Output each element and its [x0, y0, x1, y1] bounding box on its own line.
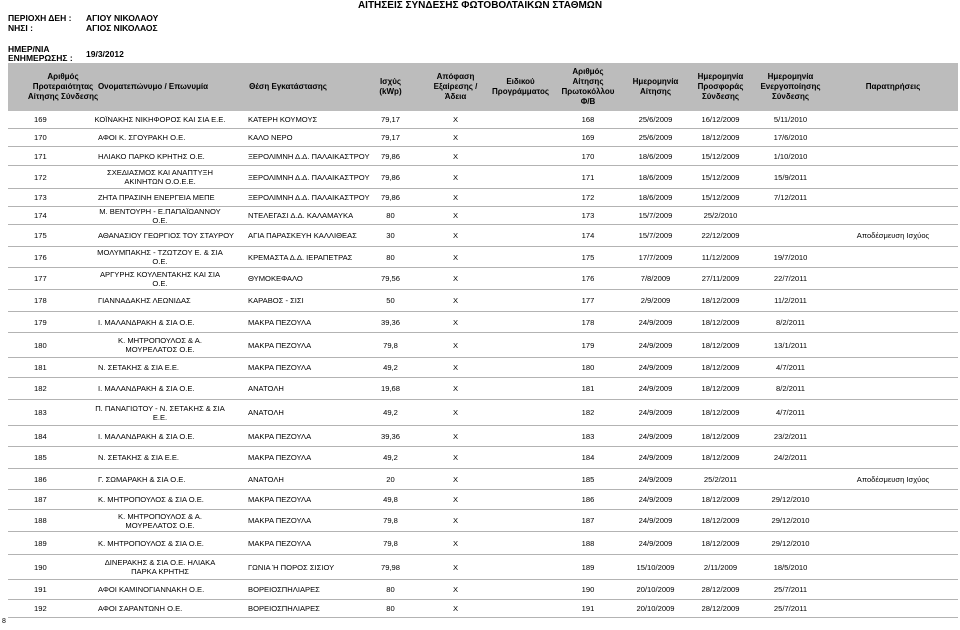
cell-date-offer: 18/12/2009 [701, 340, 740, 350]
cell-location: ΞΕΡΟΛΙΜΝΗ Δ.Δ. ΠΑΛΑΙΚΑΣΤΡΟΥ [248, 172, 370, 182]
cell-protocol: 178 [581, 317, 595, 327]
cell-name: Ι. ΜΑΛΑΝΔΡΑΚΗ & ΣΙΑ Ο.Ε. [98, 317, 195, 327]
cell-location: ΚΑΛΟ ΝΕΡΟ [248, 133, 293, 142]
date-label-1: ΗΜΕΡ/ΝΙΑ [8, 44, 50, 54]
cell-date-activation: 29/12/2010 [771, 538, 810, 548]
cell-power: 79,8 [383, 516, 398, 525]
cell-remarks [828, 426, 958, 446]
cell-remarks [828, 312, 958, 332]
table-row [8, 290, 958, 312]
cell-power: 49,2 [383, 453, 398, 462]
cell-no: 180 [34, 340, 47, 350]
cell-date-activation: 13/1/2011 [773, 340, 808, 350]
cell-remarks [828, 555, 958, 579]
cell-name: Μ. ΒΕΝΤΟΥΡΗ - Ε.ΠΑΠΑΪΩΑΝΝΟΥ Ο.Ε. [99, 206, 221, 225]
cell-decision: X [452, 274, 459, 283]
cell-decision: X [452, 408, 459, 417]
cell-date-offer: 16/12/2009 [701, 115, 740, 124]
cell-date-offer: 18/12/2009 [701, 133, 740, 142]
cell-location: ΜΑΚΡΑ ΠΕΖΟΥΛΑ [248, 317, 312, 327]
cell-power: 49,2 [383, 408, 398, 417]
cell-date-activation: 25/7/2011 [773, 604, 808, 613]
cell-date-app: 24/9/2009 [638, 317, 673, 327]
cell-name: Γ. ΣΩΜΑΡΑΚΗ & ΣΙΑ Ο.Ε. [98, 474, 186, 484]
cell-no: 173 [34, 193, 47, 202]
cell-power: 79,8 [383, 340, 398, 350]
cell-power: 19,68 [380, 384, 400, 393]
region-label: ΠΕΡΙΟΧΗ ΔΕΗ : [8, 13, 72, 23]
cell-date-offer: 15/12/2009 [701, 151, 740, 161]
cell-name: ΑΡΓΥΡΗΣ ΚΟΥΛΕΝΤΑΚΗΣ ΚΑΙ ΣΙΑ Ο.Ε. [99, 269, 221, 288]
cell-date-activation: 18/5/2010 [773, 562, 808, 572]
cell-power: 79,98 [380, 562, 400, 572]
cell-name: Κ. ΜΗΤΡΟΠΟΥΛΟΣ & Α. ΜΟΥΡΕΛΑΤΟΣ Ο.Ε. [118, 336, 202, 354]
cell-date-offer: 18/12/2009 [701, 408, 740, 417]
cell-protocol: 185 [581, 474, 595, 484]
cell-date-app: 24/9/2009 [638, 408, 673, 417]
header-priority: Αριθμός Προτεραιότητας Αίτησης Σύνδεσης [27, 72, 99, 101]
cell-decision: X [452, 211, 459, 220]
cell-protocol: 184 [581, 453, 595, 462]
cell-no: 182 [34, 384, 47, 393]
cell-remarks [828, 147, 958, 165]
cell-date-offer: 25/2/2010 [703, 211, 738, 220]
cell-date-app: 18/6/2009 [638, 172, 673, 182]
cell-name: ΑΦΟΙ ΣΑΡΑΝΤΩΝΗ Ο.Ε. [98, 604, 183, 613]
cell-power: 39,36 [380, 431, 400, 441]
cell-location: ΜΑΚΡΑ ΠΕΖΟΥΛΑ [248, 538, 312, 548]
cell-location: ΚΑΤΕΡΗ ΚΟΥΜΟΥΣ [248, 115, 318, 124]
island-label: ΝΗΣΙ : [8, 23, 33, 33]
cell-decision: X [452, 193, 459, 202]
cell-decision: X [452, 474, 459, 484]
cell-power: 49,8 [383, 495, 398, 504]
header-date-app: Ημερομηνία Αίτησης [632, 77, 679, 96]
cell-date-offer: 18/12/2009 [701, 516, 740, 525]
header-decision: Απόφαση Εξαίρεσης / Άδεια [433, 72, 478, 101]
cell-decision: X [452, 363, 459, 372]
cell-decision: X [452, 296, 459, 305]
table-row [8, 166, 958, 189]
cell-date-app: 24/9/2009 [638, 453, 673, 462]
cell-no: 175 [34, 231, 47, 240]
table-row [8, 426, 958, 447]
cell-no: 188 [34, 516, 47, 525]
date-value: 19/3/2012 [86, 49, 124, 59]
cell-name: ΣΧΕΔΙΑΣΜΟΣ ΚΑΙ ΑΝΑΠΤΥΞΗ ΑΚΙΝΗΤΩΝ Ο.Ο.Ε.Ε. [107, 168, 213, 186]
cell-date-activation: 24/2/2011 [773, 453, 808, 462]
cell-date-activation [753, 207, 828, 224]
cell-location: ΘΥΜΟΚΕΦΑΛΟ [248, 274, 303, 283]
cell-remarks [828, 268, 958, 289]
table-row [8, 510, 958, 532]
cell-date-offer: 18/12/2009 [701, 431, 740, 441]
cell-remarks: Αποδέσμευση Ισχύος [856, 474, 930, 484]
table-row [8, 580, 958, 600]
cell-date-activation: 29/12/2010 [771, 495, 810, 504]
cell-protocol: 188 [581, 538, 595, 548]
cell-date-offer: 15/12/2009 [701, 193, 740, 202]
cell-no: 176 [34, 252, 47, 262]
cell-decision: X [452, 115, 459, 124]
cell-decision: X [452, 172, 459, 182]
cell-location: ΒΟΡΕΙΟΣΠΗΛΙΑΡΕΣ [248, 604, 320, 613]
cell-no: 178 [34, 296, 47, 305]
cell-power: 80 [386, 211, 395, 220]
cell-name: Ι. ΜΑΛΑΝΔΡΑΚΗ & ΣΙΑ Ο.Ε. [98, 431, 195, 441]
cell-decision: X [452, 431, 459, 441]
table-row [8, 469, 958, 490]
cell-date-offer: 18/12/2009 [701, 296, 740, 305]
cell-remarks [828, 290, 958, 311]
table-row [8, 400, 958, 426]
cell-decision: X [452, 516, 459, 525]
table-row [8, 129, 958, 147]
cell-date-app: 18/6/2009 [638, 151, 673, 161]
cell-protocol: 189 [581, 562, 595, 572]
cell-date-offer: 22/12/2009 [701, 231, 740, 240]
cell-date-app: 24/9/2009 [638, 363, 673, 372]
cell-remarks [828, 129, 958, 146]
cell-name: Ν. ΣΕΤΑΚΗΣ & ΣΙΑ Ε.Ε. [98, 453, 180, 462]
cell-date-activation: 23/2/2011 [773, 431, 808, 441]
cell-date-offer: 18/12/2009 [701, 453, 740, 462]
cell-location: ΜΑΚΡΑ ΠΕΖΟΥΛΑ [248, 495, 312, 504]
cell-protocol: 173 [581, 211, 595, 220]
cell-date-app: 20/10/2009 [636, 604, 675, 613]
cell-power: 79,86 [380, 151, 400, 161]
cell-date-offer: 28/12/2009 [701, 604, 740, 613]
cell-protocol: 172 [581, 193, 595, 202]
cell-protocol: 177 [581, 296, 595, 305]
table-header [8, 63, 958, 111]
cell-no: 185 [34, 453, 47, 462]
cell-remarks [828, 580, 958, 599]
cell-date-app: 7/8/2009 [640, 274, 671, 283]
cell-date-activation: 7/12/2011 [773, 193, 808, 202]
cell-no: 186 [34, 474, 47, 484]
cell-date-app: 24/9/2009 [638, 516, 673, 525]
cell-remarks [828, 247, 958, 267]
cell-location: ΜΑΚΡΑ ΠΕΖΟΥΛΑ [248, 340, 312, 350]
table-row [8, 225, 958, 247]
cell-date-activation [753, 225, 828, 246]
cell-power: 79,86 [380, 172, 400, 182]
cell-name: ΓΙΑΝΝΑΔΑΚΗΣ ΛΕΩΝΙΔΑΣ [98, 296, 191, 305]
cell-location: ΜΑΚΡΑ ΠΕΖΟΥΛΑ [248, 453, 312, 462]
cell-date-activation: 1/10/2010 [773, 151, 808, 161]
cell-name: ΔΙΝΕΡΑΚΗΣ & ΣΙΑ Ο.Ε. ΗΛΙΑΚΑ ΠΑΡΚΑ ΚΡΗΤΗΣ [104, 558, 216, 576]
cell-decision: X [452, 604, 459, 613]
cell-date-activation: 5/11/2010 [773, 115, 808, 124]
cell-no: 177 [34, 274, 47, 283]
cell-no: 170 [34, 133, 47, 142]
cell-protocol: 190 [581, 585, 595, 594]
table-row [8, 312, 958, 333]
cell-decision: X [452, 231, 459, 240]
cell-remarks [828, 447, 958, 468]
cell-decision: X [452, 585, 459, 594]
cell-location: ΑΝΑΤΟΛΗ [248, 408, 284, 417]
cell-location: ΑΓΙΑ ΠΑΡΑΣΚΕΥΗ ΚΑΛΛΙΘΕΑΣ [248, 231, 357, 240]
cell-date-app: 15/10/2009 [636, 562, 675, 572]
cell-protocol: 169 [581, 133, 595, 142]
cell-date-app: 2/9/2009 [640, 296, 671, 305]
cell-date-app: 24/9/2009 [638, 474, 673, 484]
cell-decision: X [452, 495, 459, 504]
cell-power: 20 [386, 474, 395, 484]
table-row [8, 147, 958, 166]
cell-date-app: 20/10/2009 [636, 585, 675, 594]
cell-name: Κ. ΜΗΤΡΟΠΟΥΛΟΣ & Α. ΜΟΥΡΕΛΑΤΟΣ Ο.Ε. [118, 511, 202, 530]
cell-protocol: 170 [581, 151, 595, 161]
cell-remarks [828, 166, 958, 188]
table-row [8, 358, 958, 378]
header-power: Ισχύς (kWp) [379, 77, 402, 96]
cell-decision: X [452, 562, 459, 572]
cell-date-offer: 25/2/2011 [703, 474, 738, 484]
cell-protocol: 186 [581, 495, 595, 504]
header-name: Ονοματεπώνυμο / Επωνυμία [97, 82, 209, 91]
cell-name: Ι. ΜΑΛΑΝΔΡΑΚΗ & ΣΙΑ Ο.Ε. [98, 384, 195, 393]
cell-date-offer: 18/12/2009 [701, 384, 740, 393]
cell-date-app: 24/9/2009 [638, 384, 673, 393]
table-row [8, 111, 958, 129]
cell-date-offer: 28/12/2009 [701, 585, 740, 594]
cell-no: 190 [34, 562, 47, 572]
cell-power: 79,56 [380, 274, 400, 283]
cell-remarks [828, 532, 958, 554]
cell-date-activation: 17/6/2010 [773, 133, 808, 142]
cell-location: ΜΑΚΡΑ ΠΕΖΟΥΛΑ [248, 431, 312, 441]
cell-name: ΚΟΪΝΑΚΗΣ ΝΙΚΗΦΟΡΟΣ ΚΑΙ ΣΙΑ Ε.Ε. [94, 115, 226, 124]
cell-no: 187 [34, 495, 47, 504]
cell-date-activation: 8/2/2011 [776, 384, 805, 393]
table-row [8, 600, 958, 618]
cell-date-activation [753, 469, 828, 489]
cell-protocol: 168 [581, 115, 595, 124]
cell-protocol: 181 [581, 384, 595, 393]
cell-date-app: 24/9/2009 [638, 538, 673, 548]
cell-power: 79,86 [380, 193, 400, 202]
cell-date-activation: 19/7/2010 [773, 252, 808, 262]
cell-no: 179 [34, 317, 47, 327]
cell-date-offer: 18/12/2009 [701, 495, 740, 504]
cell-date-app: 15/7/2009 [638, 231, 673, 240]
cell-location: ΞΕΡΟΛΙΜΝΗ Δ.Δ. ΠΑΛΑΙΚΑΣΤΡΟΥ [248, 193, 370, 202]
cell-protocol: 174 [581, 231, 595, 240]
cell-decision: X [452, 538, 459, 548]
cell-date-activation: 4/7/2011 [776, 408, 805, 417]
cell-protocol: 187 [581, 516, 595, 525]
cell-date-activation: 4/7/2011 [776, 363, 805, 372]
cell-date-app: 25/6/2009 [638, 115, 673, 124]
cell-power: 39,36 [380, 317, 400, 327]
cell-decision: X [452, 317, 459, 327]
cell-name: ΑΦΟΙ Κ. ΣΓΟΥΡΑΚΗ Ο.Ε. [98, 133, 186, 142]
cell-name: ΑΘΑΝΑΣΙΟΥ ΓΕΩΡΓΙΟΣ ΤΟΥ ΣΤΑΥΡΟΥ [98, 231, 234, 240]
cell-date-offer: 18/12/2009 [701, 538, 740, 548]
cell-power: 79,8 [383, 538, 398, 548]
cell-power: 80 [386, 585, 395, 594]
cell-name: ΗΛΙΑΚΟ ΠΑΡΚΟ ΚΡΗΤΗΣ Ο.Ε. [98, 151, 205, 161]
cell-name: ΖΗΤΑ ΠΡΑΣΙΝΗ ΕΝΕΡΓΕΙΑ ΜΕΠΕ [98, 193, 215, 202]
cell-date-app: 24/9/2009 [638, 431, 673, 441]
cell-decision: X [452, 453, 459, 462]
cell-power: 30 [386, 231, 395, 240]
cell-remarks [828, 358, 958, 377]
cell-no: 192 [34, 604, 47, 613]
table-row [8, 447, 958, 469]
cell-location: ΑΝΑΤΟΛΗ [248, 384, 284, 393]
cell-protocol: 176 [581, 274, 595, 283]
cell-location: ΒΟΡΕΙΟΣΠΗΛΙΑΡΕΣ [248, 585, 320, 594]
cell-protocol: 175 [581, 252, 595, 262]
header-date-offer: Ημερομηνία Προσφοράς Σύνδεσης [697, 72, 744, 101]
cell-protocol: 182 [581, 408, 595, 417]
cell-no: 191 [34, 585, 47, 594]
cell-power: 50 [386, 296, 395, 305]
cell-date-app: 18/6/2009 [638, 193, 673, 202]
header-protocol: Αριθμός Αίτησης Πρωτοκόλλου Φ/Β [561, 67, 615, 106]
header-remarks: Παρατηρήσεις [865, 82, 921, 91]
header-program: Ειδικού Προγράμματος [491, 77, 550, 96]
cell-date-offer: 11/12/2009 [701, 252, 740, 262]
cell-date-offer: 2/11/2009 [703, 562, 738, 572]
cell-remarks [828, 600, 958, 617]
table-row [8, 555, 958, 580]
cell-decision: X [452, 340, 459, 350]
date-label-2: ΕΝΗΜΕΡΩΣΗΣ : [8, 53, 73, 63]
cell-no: 174 [34, 211, 47, 220]
cell-date-activation: 22/7/2011 [773, 274, 808, 283]
table-row [8, 207, 958, 225]
cell-name: Π. ΠΑΝΑΓΙΩΤΟΥ - Ν. ΣΕΤΑΚΗΣ & ΣΙΑ Ε.Ε. [95, 403, 225, 422]
island-value: ΑΓΙΟΣ ΝΙΚΟΛΑΟΣ [86, 23, 158, 33]
cell-remarks [828, 189, 958, 206]
cell-location: ΞΕΡΟΛΙΜΝΗ Δ.Δ. ΠΑΛΑΙΚΑΣΤΡΟΥ [248, 151, 370, 161]
cell-location: ΓΩΝΙΑ Ή ΠΟΡΟΣ ΣΙΣΙΟΥ [248, 562, 335, 572]
cell-location: ΝΤΕΛΕΓΑΣΙ Δ.Δ. ΚΑΛΑΜΑΥΚΑ [248, 211, 354, 220]
cell-protocol: 191 [581, 604, 595, 613]
cell-name: ΜΟΛΥΜΠΑΚΗΣ - ΤΖΩΤΖΟΥ Ε. & ΣΙΑ Ο.Ε. [97, 248, 223, 266]
cell-name: Ν. ΣΕΤΑΚΗΣ & ΣΙΑ Ε.Ε. [98, 363, 180, 372]
cell-no: 189 [34, 538, 47, 548]
cell-protocol: 180 [581, 363, 595, 372]
header-location: Θέση Εγκατάστασης [249, 82, 327, 91]
cell-no: 184 [34, 431, 47, 441]
cell-decision: X [452, 252, 459, 262]
cell-date-app: 25/6/2009 [638, 133, 673, 142]
table-row [8, 268, 958, 290]
cell-name: ΑΦΟΙ ΚΑΜΙΝΟΓΙΑΝΝΑΚΗ Ο.Ε. [98, 585, 205, 594]
cell-date-offer: 27/11/2009 [701, 274, 740, 283]
table-row [8, 532, 958, 555]
cell-protocol: 179 [581, 340, 595, 350]
cell-name: Κ. ΜΗΤΡΟΠΟΥΛΟΣ & ΣΙΑ Ο.Ε. [98, 538, 204, 548]
cell-remarks [828, 378, 958, 399]
cell-date-activation: 25/7/2011 [773, 585, 808, 594]
table-row [8, 247, 958, 268]
cell-no: 181 [34, 363, 47, 372]
cell-no: 183 [34, 408, 47, 417]
cell-power: 80 [386, 252, 395, 262]
page-number: 8 [2, 618, 6, 625]
cell-date-app: 17/7/2009 [638, 252, 673, 262]
cell-power: 49,2 [383, 363, 398, 372]
cell-power: 79,17 [380, 115, 400, 124]
cell-date-activation: 8/2/2011 [776, 317, 805, 327]
cell-remarks [828, 333, 958, 357]
cell-remarks [828, 400, 958, 425]
cell-protocol: 171 [581, 172, 595, 182]
cell-remarks [828, 490, 958, 509]
cell-name: Κ. ΜΗΤΡΟΠΟΥΛΟΣ & ΣΙΑ Ο.Ε. [98, 495, 204, 504]
cell-remarks: Αποδέσμευση Ισχύος [856, 231, 930, 240]
cell-decision: X [452, 133, 459, 142]
region-value: ΑΓΙΟΥ ΝΙΚΟΛΑΟΥ [86, 13, 159, 23]
table-row [8, 378, 958, 400]
cell-date-app: 24/9/2009 [638, 340, 673, 350]
cell-date-app: 24/9/2009 [638, 495, 673, 504]
header-date-activation: Ημερομηνία Ενεργοποίησης Σύνδεσης [760, 72, 821, 101]
cell-remarks [828, 111, 958, 128]
cell-date-app: 15/7/2009 [638, 211, 673, 220]
cell-power: 80 [386, 604, 395, 613]
cell-power: 79,17 [380, 133, 400, 142]
cell-date-offer: 18/12/2009 [701, 363, 740, 372]
cell-date-offer: 18/12/2009 [701, 317, 740, 327]
cell-decision: X [452, 151, 459, 161]
cell-remarks [828, 207, 958, 224]
cell-no: 172 [34, 172, 47, 182]
page-title: ΑΙΤΗΣΕΙΣ ΣΥΝΔΕΣΗΣ ΦΩΤΟΒΟΛΤΑΙΚΩΝ ΣΤΑΘΜΩΝ [357, 0, 603, 11]
table-row [8, 490, 958, 510]
cell-protocol: 183 [581, 431, 595, 441]
cell-remarks [828, 510, 958, 531]
cell-date-activation: 29/12/2010 [771, 516, 810, 525]
table-row [8, 189, 958, 207]
cell-date-offer: 15/12/2009 [701, 172, 740, 182]
cell-location: ΜΑΚΡΑ ΠΕΖΟΥΛΑ [248, 363, 312, 372]
cell-location: ΚΡΕΜΑΣΤΑ Δ.Δ. ΙΕΡΑΠΕΤΡΑΣ [248, 252, 353, 262]
cell-date-activation: 15/9/2011 [773, 172, 808, 182]
table-row [8, 333, 958, 358]
cell-location: ΑΝΑΤΟΛΗ [248, 474, 284, 484]
cell-no: 171 [34, 151, 47, 161]
cell-date-activation: 11/2/2011 [774, 296, 807, 305]
cell-decision: X [452, 384, 459, 393]
cell-no: 169 [34, 115, 47, 124]
cell-location: ΜΑΚΡΑ ΠΕΖΟΥΛΑ [248, 516, 312, 525]
cell-location: ΚΑΡΑΒΟΣ - ΣΙΣΙ [248, 296, 304, 305]
